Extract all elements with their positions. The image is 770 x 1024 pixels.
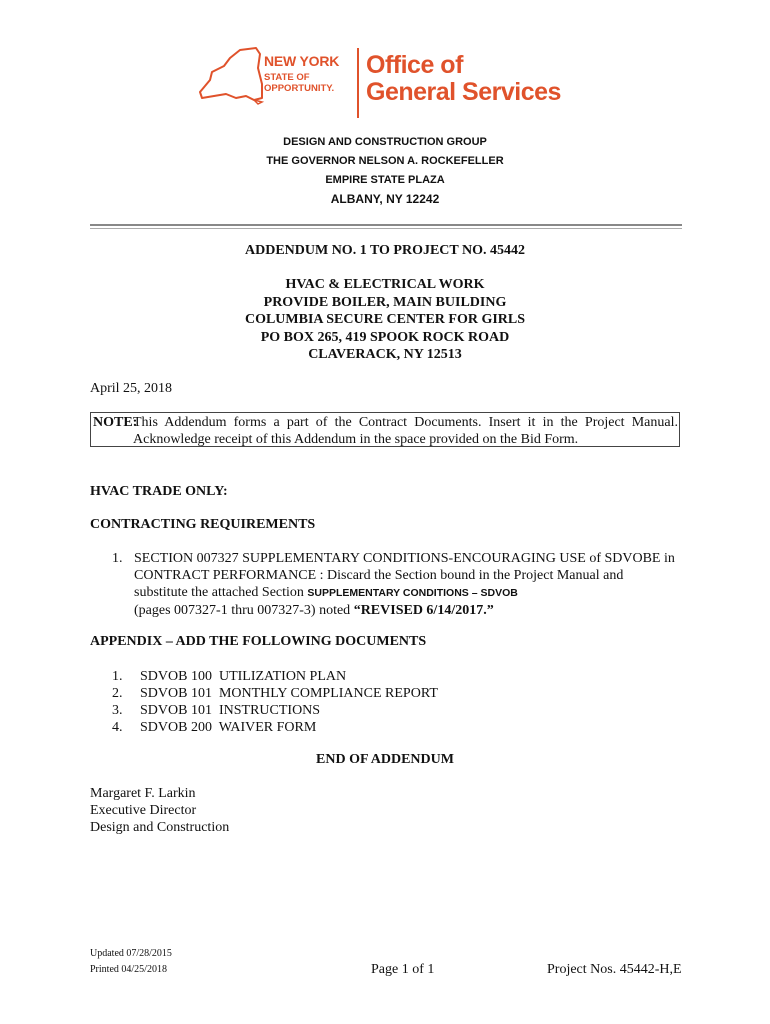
ogs-logo bbox=[196, 44, 576, 124]
new-york-state-outline-icon bbox=[196, 44, 266, 124]
list-item-number: 4. bbox=[112, 720, 123, 735]
contracting-heading: CONTRACTING REQUIREMENTS bbox=[90, 517, 316, 532]
list-item-number: 2. bbox=[112, 686, 123, 701]
appendix-heading: APPENDIX – ADD THE FOLLOWING DOCUMENTS bbox=[90, 634, 427, 649]
ny-state-wordmark bbox=[264, 54, 339, 94]
section-name: SUPPLEMENTARY CONDITIONS – SDVOB bbox=[307, 587, 518, 599]
item-text-line4-prefix: (pages 007327-1 thru 007327-3) noted bbox=[134, 603, 354, 618]
project-line: PO BOX 265, 419 SPOOK ROCK ROAD bbox=[260, 329, 510, 345]
footer-dates bbox=[90, 946, 172, 978]
revision-note: “REVISED 6/14/2017.” bbox=[353, 603, 494, 618]
note-label: NOTE: bbox=[93, 415, 138, 430]
addendum-date: April 25, 2018 bbox=[90, 381, 173, 396]
addendum-title: ADDENDUM NO. 1 TO PROJECT NO. 45442 bbox=[244, 243, 526, 258]
ny-wordmark-line2: STATE OF bbox=[264, 72, 310, 83]
end-of-addendum: END OF ADDENDUM bbox=[316, 752, 454, 767]
updated-date: Updated 07/28/2015 bbox=[90, 948, 172, 959]
ny-wordmark-line3: OPPORTUNITY. bbox=[264, 83, 335, 94]
list-item-text: SDVOB 200 WAIVER FORM bbox=[140, 720, 317, 735]
list-item-text: SDVOB 101 INSTRUCTIONS bbox=[140, 703, 321, 718]
note-text-line1: This Addendum forms a part of the Contract Documents. Insert it in the Project Manual. bbox=[133, 415, 678, 430]
project-line: PROVIDE BOILER, MAIN BUILDING bbox=[263, 294, 507, 310]
ogs-wordmark-line1: Office of bbox=[366, 51, 463, 79]
page-number: Page 1 of 1 bbox=[371, 962, 435, 977]
signatory-title: Executive Director bbox=[90, 803, 197, 818]
signature-block bbox=[90, 785, 229, 836]
organization-address bbox=[0, 133, 770, 209]
printed-date: Printed 04/25/2018 bbox=[90, 964, 167, 975]
header-rule bbox=[90, 224, 682, 226]
ogs-wordmark bbox=[366, 52, 561, 106]
note-box bbox=[90, 412, 680, 447]
address-line1: DESIGN AND CONSTRUCTION GROUP bbox=[283, 136, 487, 148]
list-item-text: SDVOB 100 UTILIZATION PLAN bbox=[140, 669, 347, 684]
project-line: CLAVERACK, NY 12513 bbox=[308, 347, 462, 362]
item-number: 1. bbox=[112, 551, 123, 566]
signatory-department: Design and Construction bbox=[90, 820, 230, 835]
header-rule-thin bbox=[90, 228, 682, 229]
list-item-text: SDVOB 101 MONTHLY COMPLIANCE REPORT bbox=[140, 686, 438, 701]
address-line4: ALBANY, NY 12242 bbox=[330, 192, 440, 206]
signatory-name: Margaret F. Larkin bbox=[90, 786, 196, 801]
address-line2: THE GOVERNOR NELSON A. ROCKEFELLER bbox=[266, 155, 504, 167]
trade-heading: HVAC TRADE ONLY: bbox=[90, 484, 228, 499]
ny-wordmark-line1: NEW YORK bbox=[264, 53, 340, 69]
list-item-number: 1. bbox=[112, 669, 123, 684]
address-line3: EMPIRE STATE PLAZA bbox=[325, 174, 445, 186]
item-text-line2: CONTRACT PERFORMANCE : Discard the Section bound in the Project Manual and bbox=[134, 568, 624, 583]
ogs-wordmark-line2: General Services bbox=[366, 78, 561, 106]
project-description bbox=[0, 276, 770, 364]
logo-divider bbox=[357, 48, 359, 118]
item-text bbox=[134, 550, 684, 619]
project-line: COLUMBIA SECURE CENTER FOR GIRLS bbox=[244, 312, 526, 327]
note-text-line2: Acknowledge receipt of this Addendum in the space provided on the Bid Form. bbox=[133, 432, 579, 447]
item-text-line4 bbox=[134, 602, 684, 619]
item-text-line3 bbox=[134, 584, 684, 602]
list-item-number: 3. bbox=[112, 703, 123, 718]
item-text-line1: SECTION 007327 SUPPLEMENTARY CONDITIONS-ENCOURAGING USE of SDVOBE in bbox=[134, 551, 675, 566]
project-line: HVAC & ELECTRICAL WORK bbox=[285, 277, 485, 292]
project-numbers: Project Nos. 45442-H,E bbox=[547, 962, 682, 977]
item-text-line3-prefix: substitute the attached Section bbox=[134, 585, 308, 600]
